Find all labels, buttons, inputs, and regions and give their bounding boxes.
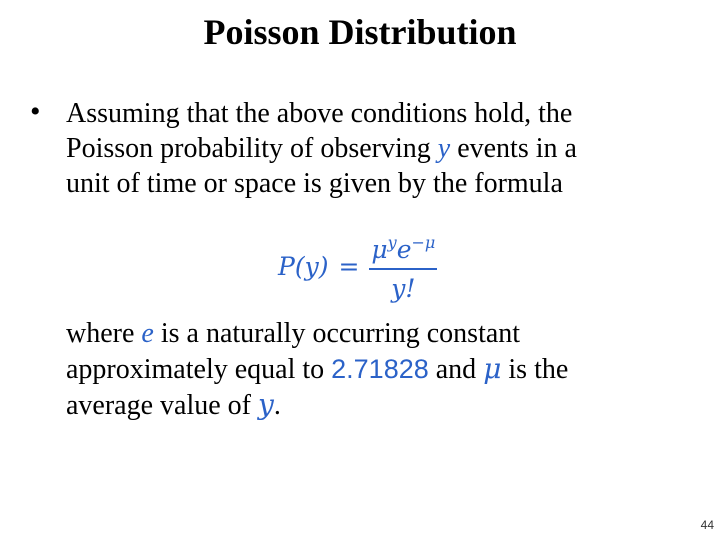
text-segment: average value of xyxy=(66,390,258,421)
page-number: 44 xyxy=(700,518,714,532)
variable-y: y xyxy=(258,388,274,421)
text-segment: approximately equal to xyxy=(66,354,332,385)
text-segment: events in a xyxy=(450,133,577,164)
variable-y: y xyxy=(437,133,451,164)
formula-equals: = xyxy=(338,251,360,281)
formula-denominator: y! xyxy=(391,274,416,303)
text-segment: Poisson probability of observing xyxy=(66,133,438,164)
formula-numerator xyxy=(369,228,437,268)
paragraph-line xyxy=(66,131,686,166)
formula-lhs: P(y) xyxy=(278,251,329,281)
formula-exponent-y: y xyxy=(387,233,397,252)
variable-mu: μ xyxy=(483,352,502,385)
paragraph-line xyxy=(66,387,686,423)
paragraph-line xyxy=(66,351,686,387)
paragraph-line xyxy=(66,96,686,131)
formula-mu: μ xyxy=(371,235,388,264)
bullet-point: • xyxy=(30,95,41,128)
assumption-paragraph xyxy=(66,96,686,201)
text-segment: . xyxy=(273,390,281,421)
formula-e: e xyxy=(396,235,412,264)
text-segment: unit of time or space is given by the formula xyxy=(66,168,563,199)
text-segment: is the xyxy=(501,354,569,385)
slide-title: Poisson Distribution xyxy=(203,12,517,52)
paragraph-line xyxy=(66,166,686,201)
formula-exponent-neg-mu: −μ xyxy=(411,233,436,252)
formula-fraction xyxy=(369,228,437,304)
text-segment: is a naturally occurring constant xyxy=(153,318,521,349)
variable-e: e xyxy=(141,318,154,349)
text-segment: where xyxy=(66,318,142,349)
text-segment: and xyxy=(428,354,484,385)
poisson-formula xyxy=(278,228,437,304)
explanation-paragraph xyxy=(66,316,686,423)
paragraph-line xyxy=(66,316,686,351)
constant-value: 2.71828 xyxy=(331,354,429,384)
text-segment: Assuming that the above conditions hold, the xyxy=(66,98,573,129)
